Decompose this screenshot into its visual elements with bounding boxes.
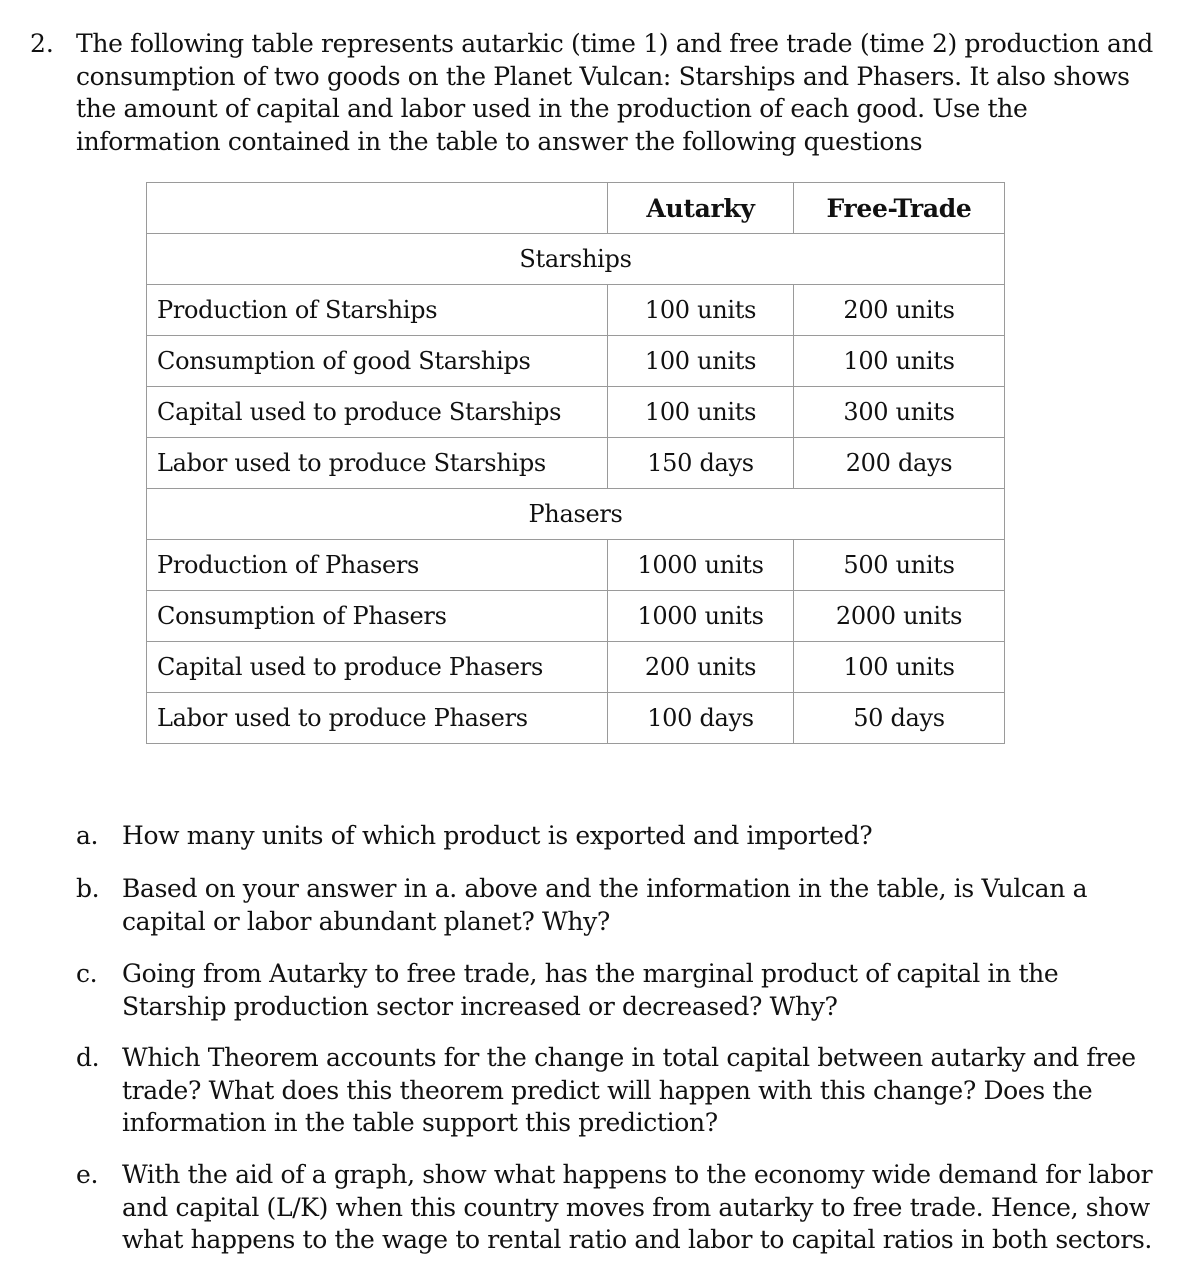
row-label: Labor used to produce Phasers — [147, 693, 608, 744]
free-trade-value: 300 units — [794, 387, 1005, 438]
row-label: Labor used to produce Starships — [147, 438, 608, 489]
sub-question-letter: a. — [76, 821, 99, 850]
sub-question-text: Going from Autarky to free trade, has the marginal product of capital in the Starship production sector increased or decreased? Why? — [122, 959, 1059, 1021]
row-label: Production of Phasers — [147, 540, 608, 591]
table-row — [147, 642, 1005, 693]
header-autarky: Autarky — [608, 183, 794, 234]
free-trade-value: 100 units — [794, 336, 1005, 387]
trade-data-table — [146, 182, 1005, 744]
free-trade-value: 2000 units — [794, 591, 1005, 642]
row-label: Capital used to produce Phasers — [147, 642, 608, 693]
table-row — [147, 540, 1005, 591]
sub-question-text: Based on your answer in a. above and the information in the table, is Vulcan a capital or labor abundant planet? Why? — [122, 874, 1088, 936]
question-prompt: The following table represents autarkic (time 1) and free trade (time 2) production and consumption of two goods on the Planet Vulcan: Starships and Phasers. It also shows the amount of capital and labor used in the production of each good. Use the information contained in the table to answer the following questions — [76, 29, 1153, 156]
autarky-value: 100 days — [608, 693, 794, 744]
free-trade-value: 100 units — [794, 642, 1005, 693]
row-label: Consumption of Phasers — [147, 591, 608, 642]
row-label: Capital used to produce Starships — [147, 387, 608, 438]
table-row — [147, 387, 1005, 438]
table-header-row — [147, 183, 1005, 234]
sub-question-letter: b. — [76, 874, 100, 903]
autarky-value: 1000 units — [608, 540, 794, 591]
row-label: Production of Starships — [147, 285, 608, 336]
free-trade-value: 200 units — [794, 285, 1005, 336]
section-row-phasers — [147, 489, 1005, 540]
row-label: Consumption of good Starships — [147, 336, 608, 387]
table-row — [147, 693, 1005, 744]
section-row-starships — [147, 234, 1005, 285]
sub-question-text: How many units of which product is exported and imported? — [122, 821, 873, 850]
sub-question-letter: d. — [76, 1043, 100, 1072]
free-trade-value: 500 units — [794, 540, 1005, 591]
autarky-value: 1000 units — [608, 591, 794, 642]
header-free-trade: Free-Trade — [794, 183, 1005, 234]
autarky-value: 150 days — [608, 438, 794, 489]
section-title-phasers: Phasers — [147, 489, 1005, 540]
sub-question-letter: e. — [76, 1160, 99, 1189]
table-row — [147, 285, 1005, 336]
question-number: 2. — [30, 29, 54, 58]
table-row — [147, 336, 1005, 387]
sub-question-text: With the aid of a graph, show what happens to the economy wide demand for labor and capital (L/K) when this country moves from autarky to free trade. Hence, show what happens to the wage to rental ratio and labor to capital ratios in both sectors. — [122, 1160, 1153, 1254]
autarky-value: 100 units — [608, 387, 794, 438]
table-row — [147, 438, 1005, 489]
free-trade-value: 200 days — [794, 438, 1005, 489]
free-trade-value: 50 days — [794, 693, 1005, 744]
header-label-cell — [147, 183, 608, 234]
table-row — [147, 591, 1005, 642]
autarky-value: 100 units — [608, 285, 794, 336]
section-title-starships: Starships — [147, 234, 1005, 285]
autarky-value: 100 units — [608, 336, 794, 387]
sub-question-letter: c. — [76, 959, 98, 988]
sub-question-text: Which Theorem accounts for the change in total capital between autarky and free trade? What does this theorem predict will happen with this change? Does the information in the table support this prediction? — [122, 1043, 1136, 1137]
autarky-value: 200 units — [608, 642, 794, 693]
